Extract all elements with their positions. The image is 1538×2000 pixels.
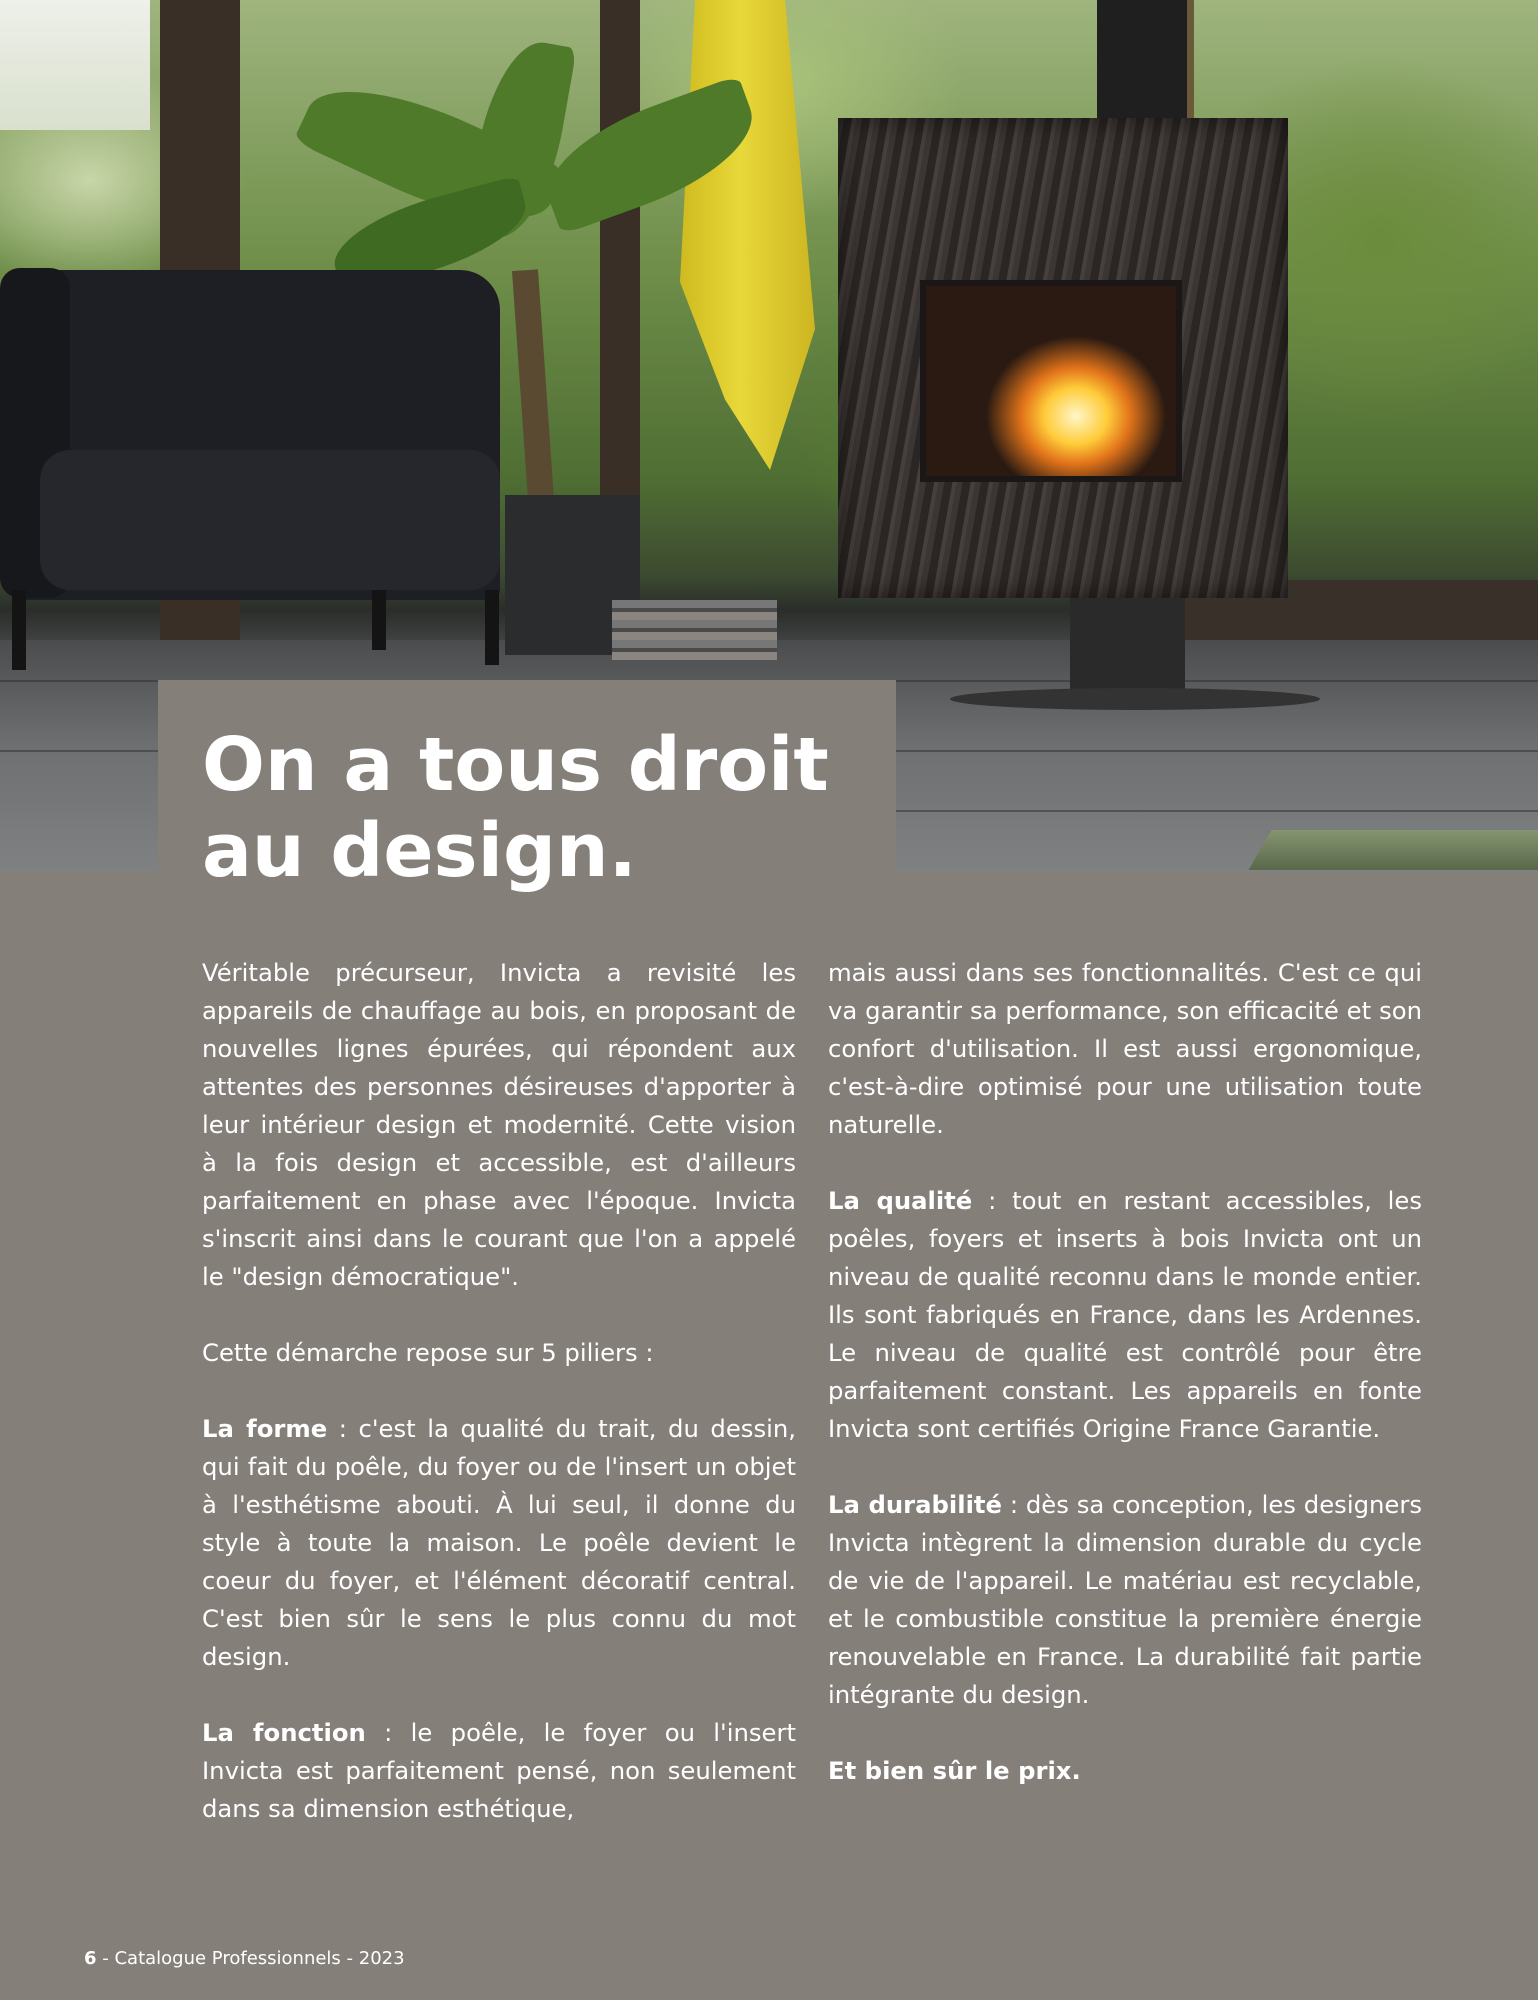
durabilite-paragraph	[828, 1486, 1422, 1714]
armchair-seat	[40, 450, 500, 590]
stove-base	[950, 688, 1320, 710]
forme-label: La forme	[202, 1414, 328, 1443]
qualite-paragraph	[828, 1182, 1422, 1448]
fonction-continued: mais aussi dans ses fonctionnalités. C'est ce qui va garantir sa performance, son efficacité et son confort d'utilisation. Il est aussi ergonomique, c'est-à-dire optimisé pour une utilisation toute naturelle.	[828, 958, 1422, 1139]
forme-text: : c'est la qualité du trait, du dessin, qui fait du poêle, du foyer ou de l'insert un objet à l'esthétisme abouti. À lui seul, il donne du style à toute la maison. Le poêle devient le coeur du foyer, et l'élément décoratif central. C'est bien sûr le sens le plus connu du mot design.	[202, 1414, 796, 1671]
hero-sky	[0, 0, 150, 130]
fonction-label: La fonction	[202, 1718, 366, 1747]
footer-text: - Catalogue Professionnels - 2023	[96, 1948, 405, 1969]
page-title	[202, 722, 902, 894]
pillars-intro: Cette démarche repose sur 5 piliers :	[202, 1338, 654, 1367]
book-stack	[612, 600, 777, 660]
fonction-paragraph	[202, 1714, 796, 1828]
durabilite-label: La durabilité	[828, 1490, 1002, 1519]
body-column-left	[202, 954, 796, 1828]
title-line-2: au design.	[202, 808, 637, 894]
armchair-leg	[12, 590, 26, 670]
qualite-label: La qualité	[828, 1186, 973, 1215]
fonction-text: : le poêle, le foyer ou l'insert Invicta est parfaitement pensé, non seulement dans sa dimension esthétique,	[202, 1718, 796, 1823]
stove-stand	[1070, 598, 1185, 698]
forme-paragraph	[202, 1410, 796, 1676]
prix-paragraph: Et bien sûr le prix.	[828, 1756, 1081, 1785]
armchair-leg	[372, 590, 386, 650]
body-column-right	[828, 954, 1422, 1790]
page-footer	[84, 1947, 405, 1971]
page-number: 6	[84, 1948, 97, 1969]
durabilite-text: : dès sa conception, les designers Invicta intègrent la dimension durable du cycle de vie de l'appareil. Le matériau est recyclable, et le combustible constitue la première énergie renouvelable en France. La durabilité fait partie intégrante du design.	[828, 1490, 1422, 1709]
stove-firebox	[920, 280, 1182, 482]
qualite-text: : tout en restant accessibles, les poêles, foyers et inserts à bois Invicta ont un niveau de qualité reconnu dans le monde entier. Ils sont fabriqués en France, dans les Ardennes. Le niveau de qualité est contrôlé pour être parfaitement constant. Les appareils en fonte Invicta sont certifiés Origine France Garantie.	[828, 1186, 1423, 1443]
armchair-leg	[485, 590, 499, 665]
intro-paragraph: Véritable précurseur, Invicta a revisité les appareils de chauffage au bois, en proposant de nouvelles lignes épurées, qui répondent aux attentes des personnes désireuses d'apporter à leur intérieur design et modernité. Cette vision à la fois design et accessible, est d'ailleurs parfaitement en phase avec l'époque. Invicta s'inscrit ainsi dans le courant que l'on a appelé le "design démocratique".	[202, 958, 796, 1291]
title-line-1: On a tous droit	[202, 722, 829, 808]
glass-table	[1248, 830, 1538, 870]
